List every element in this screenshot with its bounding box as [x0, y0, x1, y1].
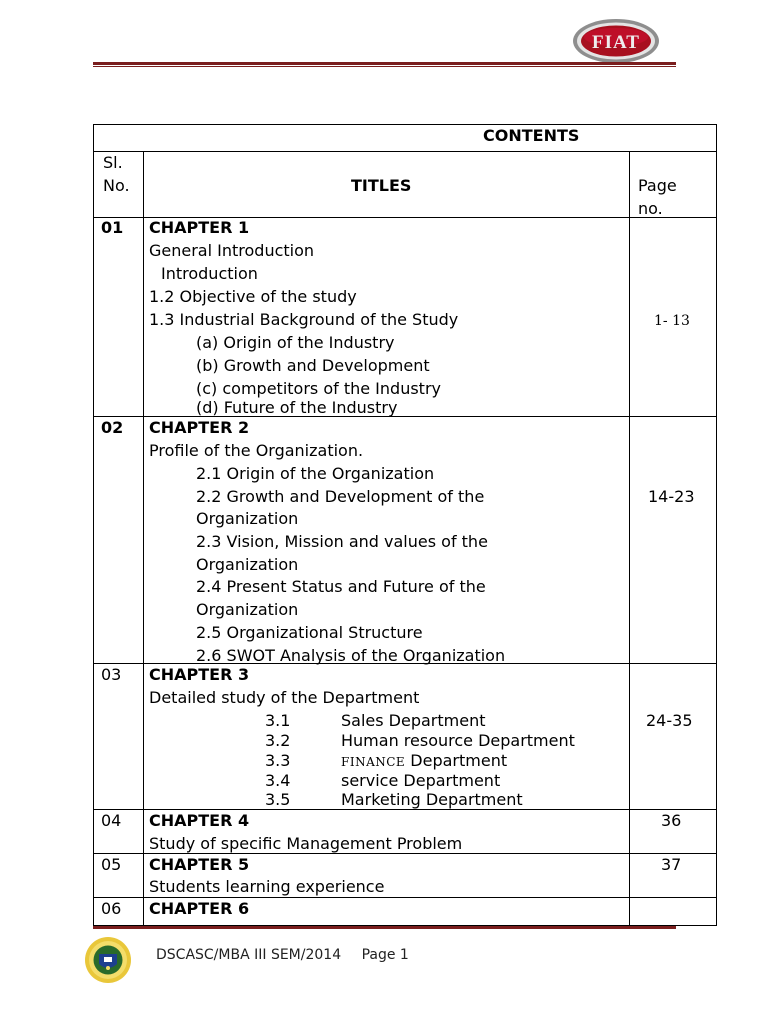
footer-code: DSCASC/MBA III SEM/2014	[156, 947, 342, 963]
page-range: 1- 13	[654, 313, 690, 329]
toc-line: 2.1 Origin of the Organization	[196, 464, 435, 483]
footer-rule	[93, 926, 676, 929]
header-titles: TITLES	[351, 176, 412, 195]
chapter-title: CHAPTER 6	[149, 899, 250, 918]
table-border-top	[93, 124, 717, 125]
toc-line: 2.2 Growth and Development of the	[196, 487, 485, 506]
toc-line: 2.3 Vision, Mission and values of the	[196, 532, 488, 551]
header-page-line1: Page	[638, 176, 677, 195]
row-sl: 01	[101, 218, 124, 237]
dept-number: 3.2	[265, 731, 291, 750]
toc-line: Organization	[196, 509, 299, 528]
dept-number: 3.3	[265, 751, 291, 770]
chapter-title: CHAPTER 3	[149, 665, 250, 684]
table-border-left	[93, 124, 94, 926]
toc-line: Detailed study of the Department	[149, 688, 420, 707]
dept-prefix: FINANCE	[341, 755, 406, 769]
row-sl: 04	[101, 811, 122, 830]
dept-name-suffix: Department	[410, 751, 508, 770]
header-sl-line2: No.	[103, 176, 130, 195]
toc-line: Profile of the Organization.	[149, 441, 364, 460]
contents-heading: CONTENTS	[483, 126, 580, 145]
fiat-logo	[572, 18, 660, 64]
row-sl: 02	[101, 418, 124, 437]
dept-number: 3.4	[265, 771, 291, 790]
header-page-line2: no.	[638, 199, 663, 218]
toc-line: General Introduction	[149, 241, 315, 260]
row-sl: 06	[101, 899, 122, 918]
page-range: 14-23	[648, 487, 695, 506]
footer-text	[156, 947, 425, 963]
header-rule-thin	[93, 66, 676, 67]
header-rule	[93, 62, 676, 65]
toc-line: Introduction	[161, 264, 258, 283]
dept-name: Marketing Department	[341, 790, 523, 809]
table-border-right	[716, 124, 717, 926]
chapter-title: CHAPTER 2	[149, 418, 250, 437]
dept-name: Sales Department	[341, 711, 486, 730]
page-range: 36	[661, 811, 682, 830]
row-sl: 05	[101, 855, 122, 874]
dept-number: 3.5	[265, 790, 291, 809]
header-sl-line1: Sl.	[103, 153, 123, 172]
page-range: 37	[661, 855, 682, 874]
chapter-title: CHAPTER 1	[149, 218, 250, 237]
chapter-title: CHAPTER 5	[149, 855, 250, 874]
row-sl: 03	[101, 665, 122, 684]
toc-line: (a) Origin of the Industry	[196, 333, 395, 352]
toc-line: 1.2 Objective of the study	[149, 287, 357, 306]
toc-line: (d) Future of the Industry	[196, 398, 398, 417]
dept-name: service Department	[341, 771, 501, 790]
toc-line: 2.4 Present Status and Future of the	[196, 577, 486, 596]
toc-line: Students learning experience	[149, 877, 385, 896]
toc-line: 1.3 Industrial Background of the Study	[149, 310, 459, 329]
dept-name: Human resource Department	[341, 731, 575, 750]
toc-line: Organization	[196, 600, 299, 619]
toc-line: (b) Growth and Development	[196, 356, 430, 375]
contents-table	[93, 124, 717, 926]
page-range: 24-35	[646, 711, 693, 730]
college-seal-icon	[84, 936, 132, 984]
chapter-title: CHAPTER 4	[149, 811, 250, 830]
toc-line: Organization	[196, 555, 299, 574]
toc-line: 2.5 Organizational Structure	[196, 623, 423, 642]
toc-line: Study of specific Management Problem	[149, 834, 463, 853]
footer-page-number: Page 1	[361, 947, 409, 963]
logo-text: FIAT	[592, 32, 640, 53]
toc-line: (c) competitors of the Industry	[196, 379, 441, 398]
toc-line: 2.6 SWOT Analysis of the Organization	[196, 646, 506, 665]
dept-number: 3.1	[265, 711, 291, 730]
